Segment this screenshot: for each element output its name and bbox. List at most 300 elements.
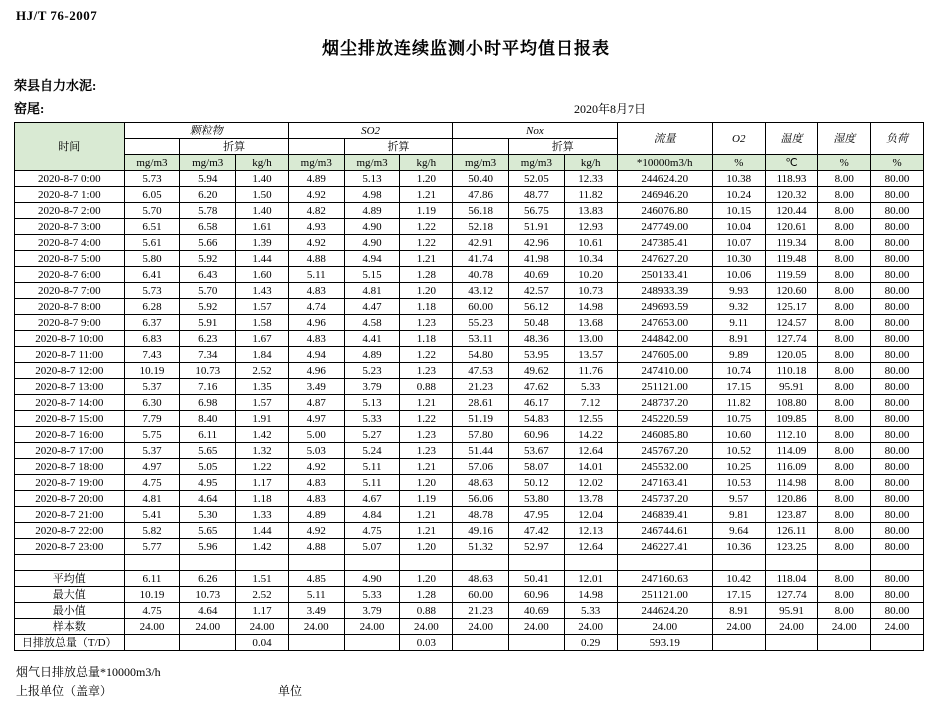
cell-value: 246839.41 [617,507,712,523]
cell-value: 6.20 [180,187,236,203]
unit-temperature: ℃ [765,155,818,171]
cell-value: 8.00 [818,363,871,379]
cell-time: 2020-8-7 3:00 [15,219,125,235]
cell-value: 1.19 [400,203,453,219]
cell-value: 248933.39 [617,283,712,299]
cell-value: 8.91 [712,331,765,347]
table-summary-row [15,571,924,587]
cell-value: 1.22 [400,347,453,363]
cell-empty [236,555,289,571]
cell-value: 42.96 [509,235,565,251]
cell-summary-value: 24.00 [180,619,236,635]
cell-value: 4.83 [288,283,344,299]
cell-value: 10.04 [712,219,765,235]
cell-value: 13.57 [564,347,617,363]
cell-value: 12.13 [564,523,617,539]
cell-value: 8.00 [818,267,871,283]
cell-value: 3.79 [344,379,400,395]
cell-value: 4.81 [344,283,400,299]
cell-value: 8.00 [818,443,871,459]
table-summary-row [15,587,924,603]
table-body [15,171,924,555]
cell-value: 5.92 [180,299,236,315]
cell-time: 2020-8-7 16:00 [15,427,125,443]
cell-value: 9.11 [712,315,765,331]
cell-empty [818,635,871,651]
cell-value: 4.95 [180,475,236,491]
cell-summary-value: 24.00 [617,619,712,635]
cell-empty [124,635,180,651]
cell-value: 1.21 [400,507,453,523]
cell-value: 60.96 [509,427,565,443]
cell-value: 17.15 [712,379,765,395]
cell-value: 1.18 [400,299,453,315]
cell-value: 4.90 [344,235,400,251]
cell-value: 1.21 [400,459,453,475]
cell-value: 10.15 [712,203,765,219]
cell-value: 5.11 [344,475,400,491]
table-row [15,187,924,203]
cell-value: 247163.41 [617,475,712,491]
cell-empty [180,555,236,571]
table-row [15,203,924,219]
table-row [15,171,924,187]
table-row [15,411,924,427]
cell-time: 2020-8-7 7:00 [15,283,125,299]
cell-value: 80.00 [871,411,924,427]
unit-so2-kgh: kg/h [400,155,453,171]
monitoring-point-label: 窑尾: [14,101,45,116]
cell-summary-value: 247160.63 [617,571,712,587]
cell-value: 40.69 [509,267,565,283]
cell-value: 10.30 [712,251,765,267]
cell-value: 5.77 [124,539,180,555]
cell-empty [124,555,180,571]
cell-value: 120.05 [765,347,818,363]
cell-summary-value: 8.00 [818,603,871,619]
cell-value: 80.00 [871,539,924,555]
cell-value: 1.20 [400,475,453,491]
cell-value: 1.19 [400,491,453,507]
cell-summary-value: 10.73 [180,587,236,603]
cell-value: 4.58 [344,315,400,331]
cell-summary-value: 80.00 [871,603,924,619]
table-row [15,315,924,331]
cell-value: 48.36 [509,331,565,347]
cell-summary-value: 3.79 [344,603,400,619]
cell-time: 2020-8-7 10:00 [15,331,125,347]
cell-value: 4.96 [288,315,344,331]
cell-value: 118.93 [765,171,818,187]
cell-value: 8.00 [818,491,871,507]
cell-value: 6.58 [180,219,236,235]
cell-summary-value: 6.11 [124,571,180,587]
cell-value: 5.11 [344,459,400,475]
table-header-units [15,155,924,171]
cell-summary-value: 24.00 [818,619,871,635]
cell-value: 8.00 [818,187,871,203]
cell-value: 4.83 [288,331,344,347]
cell-value: 1.91 [236,411,289,427]
cell-value: 8.00 [818,379,871,395]
cell-summary-label: 样本数 [15,619,125,635]
cell-value: 12.93 [564,219,617,235]
cell-value: 12.02 [564,475,617,491]
cell-summary-value: 60.96 [509,587,565,603]
cell-value: 14.01 [564,459,617,475]
cell-value: 80.00 [871,235,924,251]
cell-summary-value: 5.11 [288,587,344,603]
cell-summary-value: 24.00 [509,619,565,635]
cell-value: 56.06 [453,491,509,507]
cell-summary-value: 8.00 [818,587,871,603]
cell-value: 246744.61 [617,523,712,539]
cell-value: 12.64 [564,539,617,555]
cell-value: 21.23 [453,379,509,395]
table-row [15,507,924,523]
cell-value: 4.94 [288,347,344,363]
cell-value: 8.00 [818,523,871,539]
cell-value: 6.37 [124,315,180,331]
cell-time: 2020-8-7 18:00 [15,459,125,475]
cell-value: 1.43 [236,283,289,299]
cell-value: 56.12 [509,299,565,315]
cell-value: 10.19 [124,363,180,379]
cell-summary-value: 4.64 [180,603,236,619]
cell-value: 5.73 [124,171,180,187]
cell-summary-value: 48.63 [453,571,509,587]
cell-value: 80.00 [871,315,924,331]
cell-value: 13.68 [564,315,617,331]
cell-value: 10.73 [564,283,617,299]
cell-value: 4.97 [288,411,344,427]
table-row [15,235,924,251]
footer-line-2 [16,682,922,701]
cell-value: 10.52 [712,443,765,459]
cell-value: 244842.00 [617,331,712,347]
cell-value: 13.78 [564,491,617,507]
cell-time: 2020-8-7 20:00 [15,491,125,507]
cell-value: 8.00 [818,459,871,475]
cell-summary-value: 1.17 [236,603,289,619]
header-flow: 流量 [617,123,712,155]
cell-value: 10.25 [712,459,765,475]
cell-value: 249693.59 [617,299,712,315]
cell-summary-value: 24.00 [564,619,617,635]
cell-value: 80.00 [871,219,924,235]
cell-value: 114.98 [765,475,818,491]
cell-summary-value: 1.28 [400,587,453,603]
cell-summary-value: 8.00 [818,571,871,587]
header-pm-converted: 折算 [180,139,289,155]
cell-empty [712,635,765,651]
cell-value: 52.97 [509,539,565,555]
cell-empty [400,555,453,571]
cell-value: 8.00 [818,411,871,427]
cell-value: 53.11 [453,331,509,347]
cell-summary-value: 10.42 [712,571,765,587]
header-time: 时间 [15,123,125,171]
cell-value: 9.32 [712,299,765,315]
cell-value: 123.87 [765,507,818,523]
cell-summary-value: 4.90 [344,571,400,587]
cell-value: 80.00 [871,475,924,491]
cell-value: 4.83 [288,491,344,507]
unit-so2-conv-mgm3: mg/m3 [344,155,400,171]
cell-value: 10.38 [712,171,765,187]
cell-summary-value: 10.19 [124,587,180,603]
cell-value: 7.12 [564,395,617,411]
cell-value: 7.43 [124,347,180,363]
cell-value: 8.00 [818,171,871,187]
cell-summary-value: 244624.20 [617,603,712,619]
cell-value: 5.37 [124,379,180,395]
cell-value: 80.00 [871,251,924,267]
header-so2-converted: 折算 [344,139,453,155]
cell-value: 1.18 [400,331,453,347]
cell-value: 57.06 [453,459,509,475]
cell-value: 108.80 [765,395,818,411]
table-row [15,347,924,363]
cell-value: 4.89 [288,171,344,187]
table-row [15,539,924,555]
cell-daily-total-so2: 0.03 [400,635,453,651]
cell-value: 47.62 [509,379,565,395]
cell-value: 5.70 [124,203,180,219]
cell-value: 10.34 [564,251,617,267]
unit-pm-mgm3: mg/m3 [124,155,180,171]
cell-value: 8.00 [818,475,871,491]
unit-signature-label: 单位 [278,684,303,698]
cell-value: 245532.00 [617,459,712,475]
cell-value: 6.28 [124,299,180,315]
table-row [15,523,924,539]
header-nox-blank [453,139,509,155]
cell-value: 4.87 [288,395,344,411]
cell-value: 48.63 [453,475,509,491]
cell-time: 2020-8-7 13:00 [15,379,125,395]
cell-value: 10.75 [712,411,765,427]
cell-value: 10.07 [712,235,765,251]
cell-value: 52.18 [453,219,509,235]
cell-value: 5.96 [180,539,236,555]
cell-value: 116.09 [765,459,818,475]
header-group-so2: SO2 [288,123,452,139]
cell-empty [453,555,509,571]
cell-daily-total-nox: 0.29 [564,635,617,651]
cell-value: 1.42 [236,539,289,555]
cell-value: 1.58 [236,315,289,331]
cell-empty [765,555,818,571]
cell-value: 114.09 [765,443,818,459]
cell-value: 1.84 [236,347,289,363]
cell-value: 51.19 [453,411,509,427]
cell-value: 80.00 [871,267,924,283]
cell-value: 49.16 [453,523,509,539]
cell-value: 53.67 [509,443,565,459]
cell-value: 4.92 [288,235,344,251]
cell-value: 9.57 [712,491,765,507]
cell-value: 126.11 [765,523,818,539]
cell-value: 1.67 [236,331,289,347]
page-title: 烟尘排放连续监测小时平均值日报表 [322,39,610,58]
cell-value: 1.21 [400,523,453,539]
cell-value: 251121.00 [617,379,712,395]
cell-summary-value: 127.74 [765,587,818,603]
cell-value: 1.21 [400,395,453,411]
cell-value: 4.47 [344,299,400,315]
header-pm-blank [124,139,180,155]
cell-value: 5.30 [180,507,236,523]
cell-value: 5.33 [564,379,617,395]
cell-summary-label: 最大值 [15,587,125,603]
cell-value: 4.41 [344,331,400,347]
cell-value: 5.70 [180,283,236,299]
cell-value: 247749.00 [617,219,712,235]
cell-value: 4.97 [124,459,180,475]
cell-value: 5.65 [180,523,236,539]
cell-value: 60.00 [453,299,509,315]
cell-value: 4.82 [288,203,344,219]
cell-value: 5.66 [180,235,236,251]
cell-value: 247605.00 [617,347,712,363]
cell-value: 120.32 [765,187,818,203]
cell-value: 4.67 [344,491,400,507]
table-row [15,459,924,475]
cell-empty [180,635,236,651]
cell-value: 246946.20 [617,187,712,203]
cell-value: 4.96 [288,363,344,379]
cell-value: 6.30 [124,395,180,411]
cell-value: 127.74 [765,331,818,347]
table-summary-row [15,619,924,635]
cell-value: 1.22 [400,411,453,427]
cell-value: 5.23 [344,363,400,379]
cell-value: 1.32 [236,443,289,459]
unit-nox-conv-mgm3: mg/m3 [509,155,565,171]
cell-value: 47.53 [453,363,509,379]
cell-value: 4.94 [344,251,400,267]
cell-value: 51.32 [453,539,509,555]
cell-value: 120.86 [765,491,818,507]
cell-value: 10.61 [564,235,617,251]
cell-value: 4.89 [344,203,400,219]
cell-value: 80.00 [871,363,924,379]
cell-value: 80.00 [871,443,924,459]
table-row [15,491,924,507]
cell-summary-value: 24.00 [453,619,509,635]
cell-value: 7.79 [124,411,180,427]
cell-value: 7.34 [180,347,236,363]
cell-value: 1.40 [236,171,289,187]
cell-daily-total-pm: 0.04 [236,635,289,651]
cell-value: 80.00 [871,347,924,363]
cell-value: 5.15 [344,267,400,283]
cell-value: 8.00 [818,203,871,219]
cell-empty [871,555,924,571]
unit-o2: % [712,155,765,171]
cell-value: 6.51 [124,219,180,235]
cell-value: 119.34 [765,235,818,251]
cell-value: 6.23 [180,331,236,347]
cell-value: 5.37 [124,443,180,459]
cell-value: 11.82 [564,187,617,203]
cell-value: 1.35 [236,379,289,395]
cell-value: 8.00 [818,507,871,523]
cell-value: 10.53 [712,475,765,491]
cell-value: 120.61 [765,219,818,235]
cell-value: 5.05 [180,459,236,475]
cell-value: 5.33 [344,411,400,427]
cell-value: 12.55 [564,411,617,427]
cell-value: 12.64 [564,443,617,459]
cell-value: 80.00 [871,459,924,475]
cell-value: 80.00 [871,283,924,299]
cell-value: 47.42 [509,523,565,539]
cell-value: 80.00 [871,299,924,315]
cell-value: 28.61 [453,395,509,411]
cell-empty [509,555,565,571]
table-daily-total-row [15,635,924,651]
cell-value: 58.07 [509,459,565,475]
cell-value: 4.88 [288,251,344,267]
cell-value: 10.24 [712,187,765,203]
cell-daily-total-label: 日排放总量（T/D） [15,635,125,651]
cell-summary-value: 40.69 [509,603,565,619]
cell-summary-value: 24.00 [400,619,453,635]
cell-value: 246227.41 [617,539,712,555]
cell-value: 14.22 [564,427,617,443]
cell-value: 5.24 [344,443,400,459]
header-load: 负荷 [871,123,924,155]
table-row [15,283,924,299]
cell-value: 1.57 [236,299,289,315]
cell-empty [15,555,125,571]
cell-summary-value: 24.00 [871,619,924,635]
cell-value: 1.33 [236,507,289,523]
cell-value: 5.78 [180,203,236,219]
cell-value: 112.10 [765,427,818,443]
cell-value: 120.60 [765,283,818,299]
cell-value: 10.06 [712,267,765,283]
cell-time: 2020-8-7 19:00 [15,475,125,491]
cell-summary-value: 14.98 [564,587,617,603]
cell-time: 2020-8-7 2:00 [15,203,125,219]
cell-value: 1.44 [236,523,289,539]
cell-time: 2020-8-7 5:00 [15,251,125,267]
cell-summary-value: 24.00 [124,619,180,635]
table-row [15,267,924,283]
cell-value: 5.91 [180,315,236,331]
cell-time: 2020-8-7 22:00 [15,523,125,539]
cell-value: 1.23 [400,427,453,443]
cell-value: 40.78 [453,267,509,283]
cell-value: 5.92 [180,251,236,267]
cell-time: 2020-8-7 0:00 [15,171,125,187]
unit-pm-kgh: kg/h [236,155,289,171]
cell-daily-total-flow: 593.19 [617,635,712,651]
cell-value: 5.80 [124,251,180,267]
cell-value: 53.95 [509,347,565,363]
cell-time: 2020-8-7 1:00 [15,187,125,203]
cell-value: 6.43 [180,267,236,283]
cell-empty [288,555,344,571]
cell-value: 50.48 [509,315,565,331]
cell-value: 4.93 [288,219,344,235]
cell-value: 4.88 [288,539,344,555]
header-so2-blank [288,139,344,155]
cell-value: 55.23 [453,315,509,331]
